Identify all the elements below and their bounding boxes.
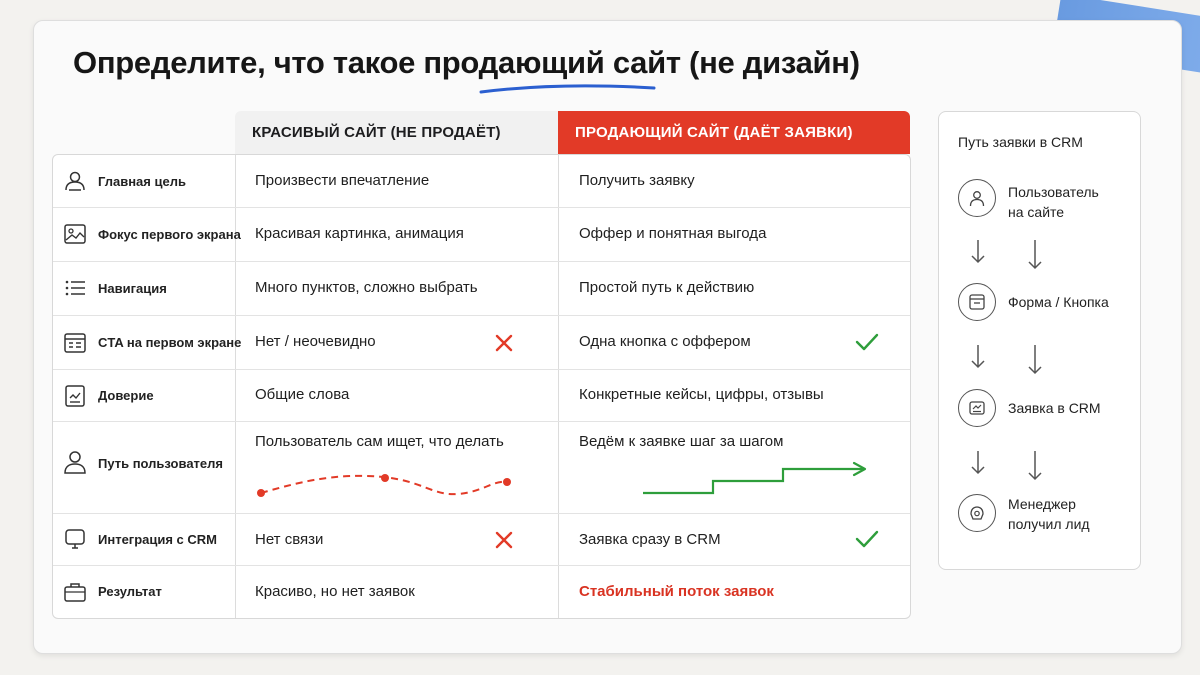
crm-step-label: Менеджер получил лид xyxy=(1008,496,1090,532)
table-row xyxy=(53,566,910,618)
wandering-path-illustration xyxy=(253,466,518,506)
document-chart-icon xyxy=(62,383,88,409)
beautiful-cell: Нет / неочевидно xyxy=(255,333,376,350)
row-label: CTA на первом экране xyxy=(98,335,242,350)
selling-cell: Заявка сразу в CRM xyxy=(579,531,721,548)
table-row xyxy=(53,370,910,421)
manager-lead-icon xyxy=(958,494,996,532)
beautiful-cell: Красиво, но нет заявок xyxy=(255,583,415,600)
beautiful-cell: Много пунктов, сложно выбрать xyxy=(255,279,478,296)
selling-cell-highlight: Стабильный поток заявок xyxy=(579,583,774,600)
cross-icon xyxy=(493,529,515,556)
briefcase-icon xyxy=(62,579,88,605)
crm-path-panel xyxy=(938,111,1141,570)
page-title: Определите, что такое продающий сайт (не дизайн) xyxy=(73,45,860,80)
table-row xyxy=(53,514,910,565)
crm-path-title: Путь заявки в CRM xyxy=(958,134,1083,150)
beautiful-cell: Пользователь сам ищет, что делать xyxy=(255,433,504,450)
header-selling-site: ПРОДАЮЩИЙ САЙТ (ДАЁТ ЗАЯВКИ) xyxy=(558,111,910,154)
person-target-icon xyxy=(62,168,88,194)
title-underline xyxy=(478,80,658,98)
row-label: Результат xyxy=(98,584,162,599)
table-row xyxy=(53,422,910,513)
table-row xyxy=(53,208,910,261)
user-icon xyxy=(62,449,88,475)
down-arrow-icon xyxy=(968,238,988,266)
down-arrow-icon xyxy=(1025,343,1045,377)
list-icon xyxy=(62,275,88,301)
cross-icon xyxy=(493,332,515,359)
staircase-path-illustration xyxy=(641,456,873,496)
crm-step-label: Пользователь на сайте xyxy=(1008,184,1099,220)
selling-cell: Получить заявку xyxy=(579,172,695,189)
table-row xyxy=(53,316,910,369)
check-icon xyxy=(854,528,880,555)
selling-cell: Конкретные кейсы, цифры, отзывы xyxy=(579,386,824,403)
crm-request-icon xyxy=(958,389,996,427)
down-arrow-icon xyxy=(1025,449,1045,483)
beautiful-cell: Нет связи xyxy=(255,531,324,548)
row-label: Доверие xyxy=(98,388,154,403)
down-arrow-icon xyxy=(968,343,988,371)
image-icon xyxy=(62,221,88,247)
down-arrow-icon xyxy=(968,449,988,477)
table-row xyxy=(53,262,910,315)
down-arrow-icon xyxy=(1025,238,1045,272)
beautiful-cell: Произвести впечатление xyxy=(255,172,430,189)
row-label: Навигация xyxy=(98,281,167,296)
crm-step-label: Заявка в CRM xyxy=(1008,400,1101,416)
selling-cell: Одна кнопка с оффером xyxy=(579,333,751,350)
selling-cell: Ведём к заявке шаг за шагом xyxy=(579,433,784,450)
comparison-table xyxy=(52,154,911,619)
check-icon xyxy=(854,331,880,358)
beautiful-cell: Общие слова xyxy=(255,386,350,403)
row-label: Главная цель xyxy=(98,174,186,189)
crm-step-label: Форма / Кнопка xyxy=(1008,294,1109,310)
selling-cell: Оффер и понятная выгода xyxy=(579,225,767,242)
form-icon xyxy=(62,330,88,356)
selling-cell: Простой путь к действию xyxy=(579,279,755,296)
row-label: Фокус первого экрана xyxy=(98,227,241,242)
row-label: Интеграция с CRM xyxy=(98,532,218,547)
row-label: Путь пользователя xyxy=(98,456,223,471)
header-beautiful-site: КРАСИВЫЙ САЙТ (НЕ ПРОДАЁТ) xyxy=(235,111,558,154)
form-button-icon xyxy=(958,283,996,321)
beautiful-cell: Красивая картинка, анимация xyxy=(255,225,464,242)
table-row xyxy=(53,155,910,207)
monitor-icon xyxy=(62,526,88,552)
user-circle-icon xyxy=(958,179,996,217)
